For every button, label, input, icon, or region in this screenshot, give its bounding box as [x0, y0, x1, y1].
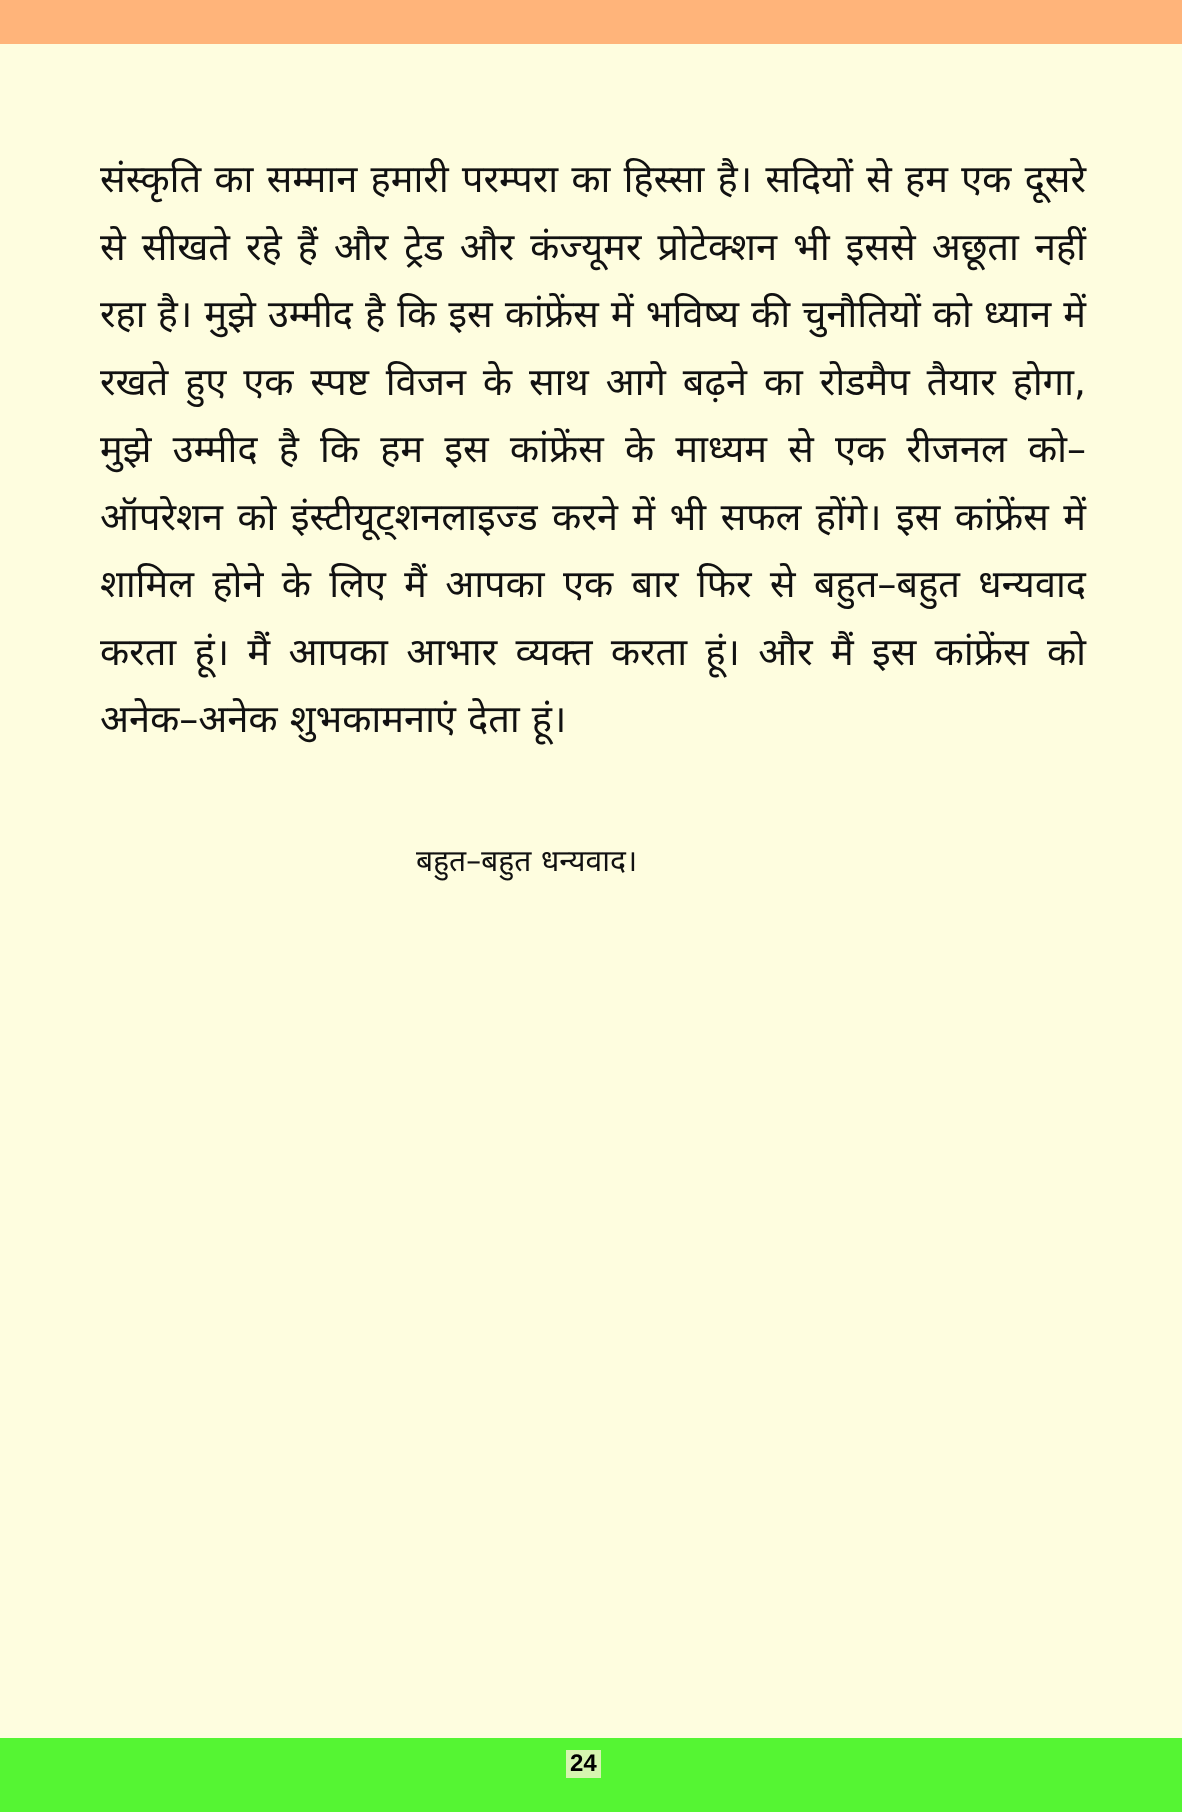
- body-paragraph: संस्कृति का सम्मान हमारी परम्परा का हिस्सा है। सदियों से हम एक दूसरे से सीखते रहे हैं और ट्रेड और कंज्यूमर प्रोटेक्शन भी इससे अछूता नहीं रहा है। मुझे उम्मीद है कि इस कांफ्रेंस में भविष्य की चुनौतियों को ध्यान में रखते हुए एक स्पष्ट विजन के साथ आगे बढ़ने का रोडमैप तैयार होगा, मुझे उम्मीद है कि हम इस कांफ्रेंस के माध्यम से एक रीजनल को–ऑपरेशन को इंस्टीयूट्शनलाइज्ड करने में भी सफल होंगे। इस कांफ्रेंस में शामिल होने के लिए मैं आपका एक बार फिर से बहुत–बहुत धन्यवाद करता हूं। मैं आपका आभार व्यक्त करता हूं। और मैं इस कांफ्रेंस को अनेक–अनेक शुभकामनाएं देता हूं।: [100, 157, 1086, 741]
- page-number: 24: [566, 1750, 601, 1778]
- top-color-band: [0, 0, 1182, 44]
- closing-thanks: बहुत–बहुत धन्यवाद।: [416, 844, 638, 879]
